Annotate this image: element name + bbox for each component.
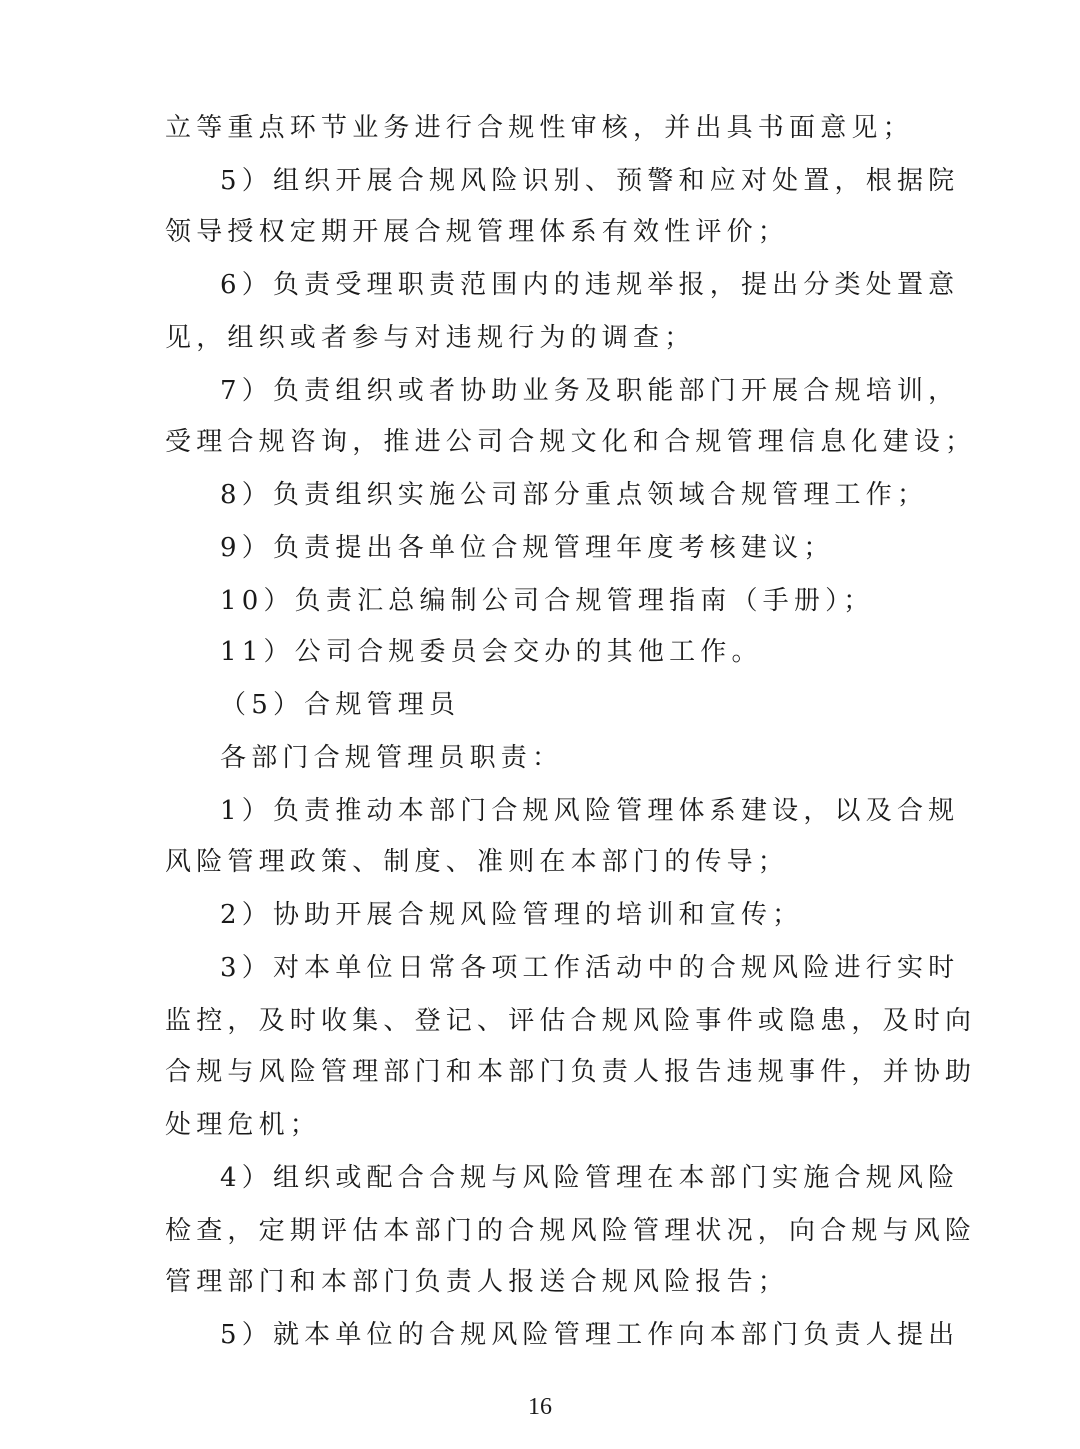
list-item-10: 10）负责汇总编制公司合规管理指南（手册）； [220,586,875,616]
list-item-5b: 5）就本单位的合规风险管理工作向本部门负责人提出 [220,1320,960,1350]
list-item-11: 11）公司合规委员会交办的其他工作。 [220,637,763,667]
section-heading: （5）合规管理员 [220,690,461,720]
text-line: 管理部门和本部门负责人报送合规风险报告； [165,1267,790,1297]
list-item-7: 7）负责组织或者协助业务及职能部门开展合规培训， [220,376,960,406]
list-item-9: 9）负责提出各单位合规管理年度考核建议； [220,533,835,563]
text-line: 处理危机； [165,1110,322,1140]
section-intro: 各部门合规管理员职责： [220,743,564,773]
text-line: 领导授权定期开展合规管理体系有效性评价； [165,217,790,247]
text-line: 合规与风险管理部门和本部门负责人报告违规事件，并协助 [165,1057,977,1087]
list-item-6: 6）负责受理职责范围内的违规举报，提出分类处置意 [220,270,960,300]
list-item-8: 8）负责组织实施公司部分重点领域合规管理工作； [220,480,929,510]
text-line: 风险管理政策、制度、准则在本部门的传导； [165,847,790,877]
list-item-5: 5）组织开展合规风险识别、预警和应对处置，根据院 [220,166,960,196]
list-item-1: 1）负责推动本部门合规风险管理体系建设，以及合规 [220,796,960,826]
text-line: 见，组织或者参与对违规行为的调查； [165,323,696,353]
list-item-2: 2）协助开展合规风险管理的培训和宣传； [220,900,804,930]
list-item-3: 3）对本单位日常各项工作活动中的合规风险进行实时 [220,953,960,983]
text-line: 受理合规咨询，推进公司合规文化和合规管理信息化建设； [165,427,977,457]
text-line: 监控，及时收集、登记、评估合规风险事件或隐患，及时向 [165,1006,977,1036]
list-item-4: 4）组织或配合合规与风险管理在本部门实施合规风险 [220,1163,960,1193]
page-number: 16 [528,1394,552,1420]
text-line: 立等重点环节业务进行合规性审核，并出具书面意见； [165,113,914,143]
text-line: 检查，定期评估本部门的合规风险管理状况，向合规与风险 [165,1216,977,1246]
